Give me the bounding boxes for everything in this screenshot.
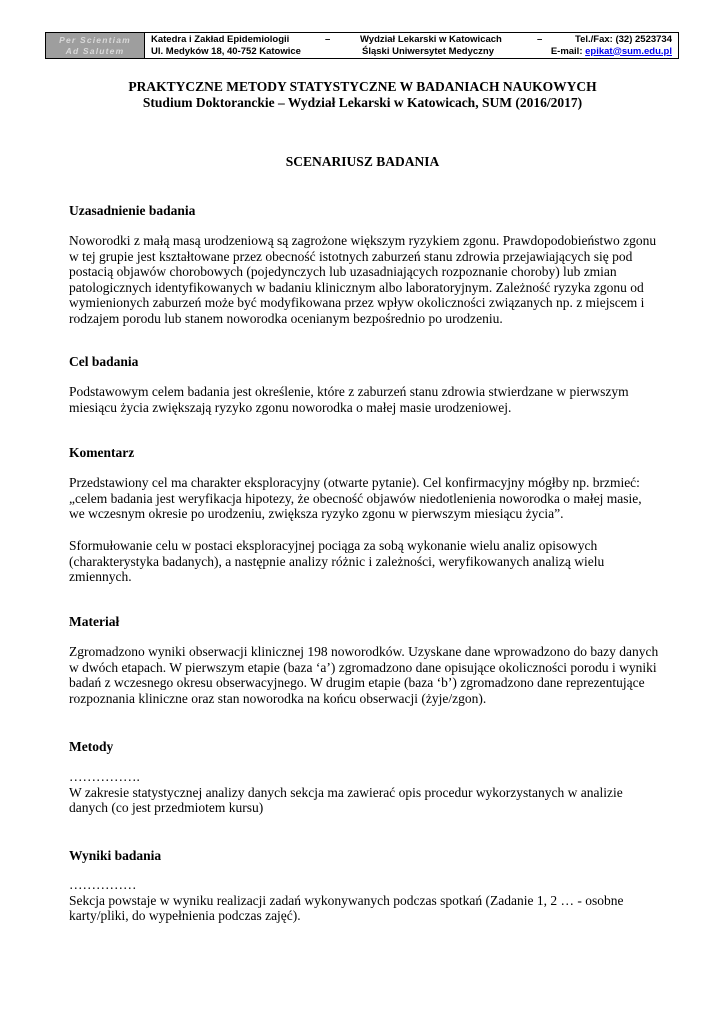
email-label: E-mail:	[550, 45, 586, 57]
paragraph-material	[69, 644, 664, 706]
text-line: w tej grupie jest kształtowane przez obecność istotnych zaburzeń stanu zdrowia przejawiających się pod	[69, 248, 633, 264]
university-name: Śląski Uniwersytet Medyczny	[362, 45, 494, 57]
text-line: miesiącu życia zwiększają ryzyko zgonu noworodka o małej masie urodzeniowej.	[69, 399, 512, 415]
text-line: Noworodki z małą masą urodzeniową są zagrożone większym ryzykiem zgonu. Prawdopodobieństwo zgonu	[69, 233, 657, 248]
text-line: Sformułowanie celu w postaci eksploracyjnej pociąga za sobą wykonanie wielu analiz opisowych	[69, 538, 598, 553]
address: Ul. Medyków 18, 40-752 Katowice	[151, 45, 301, 57]
text-line: W zakresie statystycznej analizy danych sekcja ma zawierać opis procedur wykorzystanych w analizie	[69, 784, 623, 800]
paragraph-komentarz-1	[69, 475, 664, 522]
text-line: we wczesnym okresie po urodzeniu, zwiększa ryzyko zgonu w pierwszym miesiącu życia”.	[69, 506, 564, 521]
email-link[interactable]: epikat@sum.edu.pl	[585, 45, 672, 57]
text-line: rodzajem porodu lub stanem noworodka ocenianym bezpośrednio po urodzeniu.	[69, 310, 503, 326]
logo-motto-line1: Per Scientiam	[59, 34, 131, 45]
text-line: Zgromadzono wyniki obserwacji klinicznej 198 noworodków. Uzyskane dane wprowadzono do bazy danych	[69, 644, 659, 659]
text-line: badań z wczesnego okresu obserwacyjnego. W drugim etapie (baza ‘b’) zgromadzono dane reprezentujące	[69, 675, 645, 690]
section-heading-metody: Metody	[69, 739, 114, 754]
paragraph-cel	[69, 384, 664, 415]
text-line: Podstawowym celem badania jest określenie, które z zaburzeń stanu zdrowia stwierdzane w pierwszym	[69, 384, 629, 399]
text-line: …………….	[69, 769, 140, 784]
text-line: postacią objawów chorobowych (pojedynczych lub uzasadniających rozpoznanie choroby) lub zmian	[69, 264, 617, 279]
section-heading-material: Materiał	[69, 614, 120, 629]
text-line: danych (co jest przedmiotem kursu)	[69, 800, 264, 815]
text-line: karty/pliki, do wypełnienia podczas zajęć).	[69, 908, 301, 923]
text-line: w dwóch etapach. W pierwszym etapie (baza ‘a’) zgromadzono dane opisujące okoliczności porodu i wyniki	[69, 659, 657, 675]
course-subtitle: Studium Doktoranckie – Wydział Lekarski w Katowicach, SUM (2016/2017)	[142, 95, 583, 110]
document-title: SCENARIUSZ BADANIA	[285, 154, 440, 169]
section-heading-wyniki: Wyniki badania	[69, 848, 162, 863]
text-line: Przedstawiony cel ma charakter eksploracyjny (otwarte pytanie). Cel konfirmacyjny mógłby np. brzmieć:	[69, 475, 640, 490]
text-line: Sekcja powstaje w wyniku realizacji zadań wykonywanych podczas spotkań (Zadanie 1, 2 … - osobne	[69, 892, 624, 908]
text-line: „celem badania jest weryfikacja hipotezy, że obecność objawów niedotlenienia noworodka o małej masie,	[69, 490, 642, 506]
text-line: rozpoznania kliniczne oraz stan noworodka na końcu obserwacji (żyje/zgon).	[69, 690, 487, 706]
text-line: ……………	[69, 877, 137, 892]
phone-fax: Tel./Fax: (32) 2523734	[575, 34, 672, 45]
course-title: PRAKTYCZNE METODY STATYSTYCZNE W BADANIACH NAUKOWYCH	[128, 79, 597, 94]
faculty-name: Wydział Lekarski w Katowicach	[360, 34, 502, 45]
logo-motto-line2: Ad Salutem	[65, 45, 125, 56]
text-line: wymienionych zaburzeń może być modyfikowana przez wpływ okoliczności związanych np. z miejscem i	[69, 295, 645, 310]
text-line: patologicznych identyfikowanych w badaniu klinicznym albo laboratoryjnym. Zależność ryzyka zgonu od	[69, 279, 644, 295]
text-line: (charakterystyka badanych), a następnie analizy różnic i zależności, weryfikowanych analizą wielu	[69, 553, 605, 569]
paragraph-uzasadnienie	[69, 233, 664, 326]
header-dash: –	[325, 34, 331, 45]
text-line: zmiennych.	[69, 569, 132, 584]
paragraph-komentarz-2	[69, 538, 664, 585]
email-contact	[551, 46, 672, 58]
section-heading-cel: Cel badania	[69, 354, 139, 369]
university-logo	[46, 33, 145, 58]
header-dash: –	[537, 34, 543, 45]
letterhead-info	[145, 33, 678, 58]
department-name: Katedra i Zakład Epidemiologii	[151, 34, 290, 45]
section-heading-komentarz: Komentarz	[69, 445, 135, 460]
paragraph-wyniki	[69, 877, 664, 924]
letterhead	[45, 32, 679, 59]
section-heading-uzasadnienie: Uzasadnienie badania	[69, 203, 196, 218]
paragraph-metody	[69, 769, 664, 816]
